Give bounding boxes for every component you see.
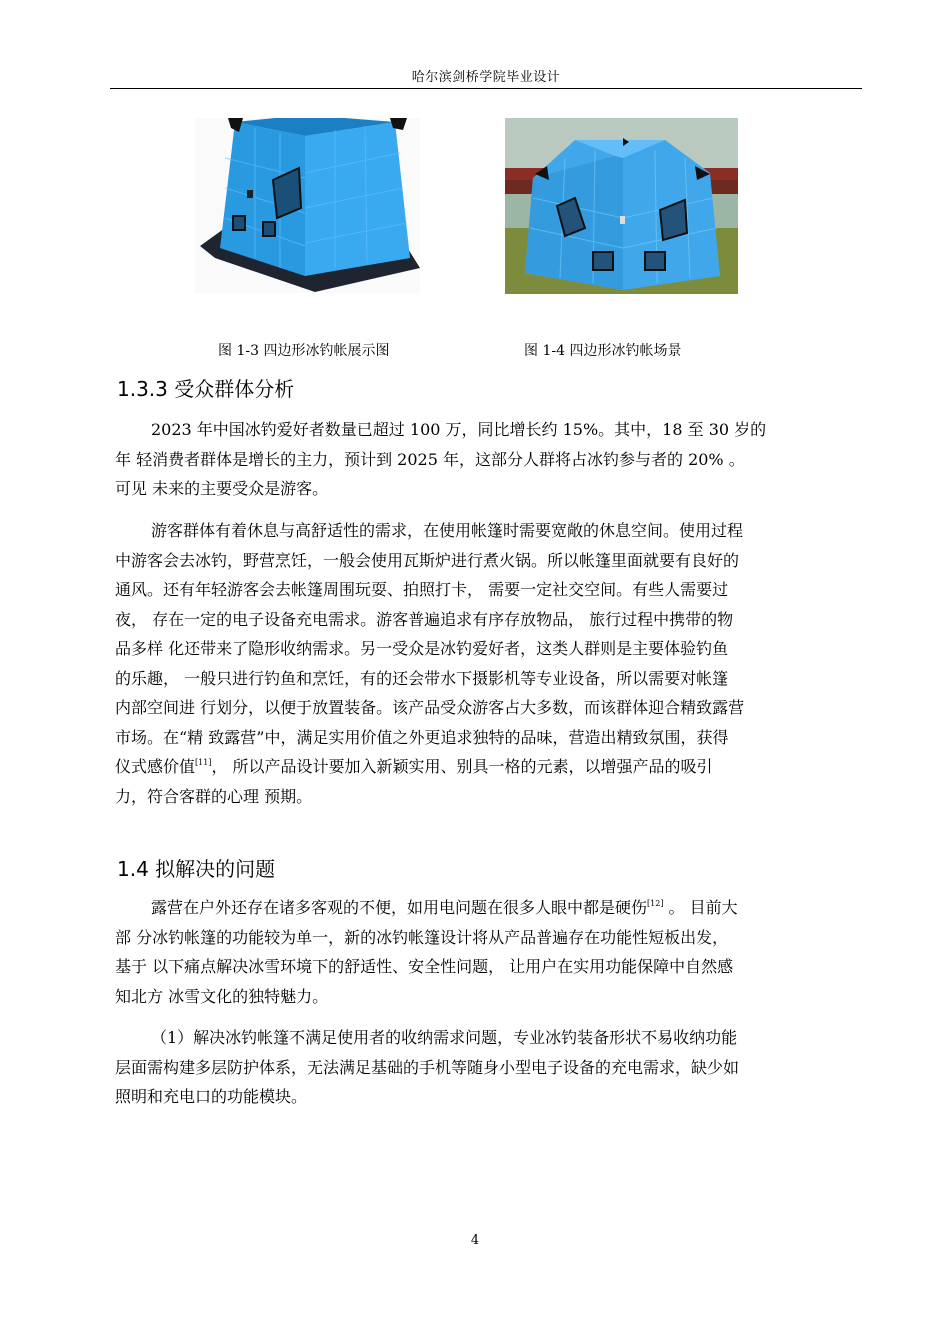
text-line: 品多样 化还带来了隐形收纳需求。另一受众是冰钓爱好者，这类人群则是主要体验钓鱼 bbox=[115, 639, 729, 658]
paragraph-audience-stats bbox=[115, 415, 863, 504]
text-line: 夜， 存在一定的电子设备充电需求。游客普遍追求有序存放物品， 旅行过程中携带的物 bbox=[115, 609, 734, 629]
text-line: 层面需构建多层防护体系，无法满足基础的手机等随身小型电子设备的充电需求，缺少如 bbox=[115, 1057, 740, 1077]
citation-12: [12] bbox=[647, 899, 664, 908]
text-line: 基于 以下痛点解决冰雪环境下的舒适性、安全性问题， 让用户在实用功能保障中自然感 bbox=[115, 957, 734, 976]
text-line: 照明和充电口的功能模块。 bbox=[115, 1087, 308, 1106]
text-line bbox=[115, 893, 863, 923]
text-fragment: 。 目前大 bbox=[663, 898, 738, 917]
text-fragment: 露营在户外还存在诸多客观的不便，如用电问题在很多人眼中都是硬伤 bbox=[151, 898, 648, 917]
text-line: 部 分冰钓帐篷的功能较为单一，新的冰钓帐篷设计将从产品普遍存在功能性短板出发， bbox=[115, 927, 729, 947]
tent-outdoor-photo bbox=[505, 118, 738, 294]
running-header: 哈尔滨剑桥学院毕业设计 bbox=[411, 70, 561, 85]
text-line: 游客群体有着休息与高舒适性的需求，在使用帐篷时需要宽敞的休息空间。使用过程 bbox=[151, 521, 744, 540]
page-number: 4 bbox=[470, 1233, 480, 1248]
text-line: 通风。还有年轻游客会去帐篷周围玩耍、拍照打卡， 需要一定社交空间。有些人需要过 bbox=[115, 580, 729, 599]
figure-1-3-image bbox=[195, 118, 420, 293]
header-rule bbox=[110, 88, 862, 89]
figure-1-4-image bbox=[505, 118, 738, 294]
text-line: 年 轻消费者群体是增长的主力，预计到 2025 年，这部分人群将占冰钓参与者的 20% 。 bbox=[115, 449, 745, 469]
text-fragment: 仪式感价值 bbox=[115, 757, 196, 776]
text-fragment: ， 所以产品设计要加入新颖实用、别具一格的元素，以增强产品的吸引 bbox=[211, 757, 713, 776]
text-line: 可见 未来的主要受众是游客。 bbox=[115, 479, 329, 498]
figure-1-4-caption: 图 1-4 四边形冰钓帐场景 bbox=[524, 343, 682, 359]
tent-studio-illustration bbox=[195, 118, 420, 293]
text-line: 中游客会去冰钓，野营烹饪，一般会使用瓦斯炉进行煮火锅。所以帐篷里面就要有良好的 bbox=[115, 550, 740, 570]
text-line: 力，符合客群的心理 预期。 bbox=[115, 786, 313, 806]
section-heading-1-4: 1.4 拟解决的问题 bbox=[117, 857, 276, 881]
text-line: （1）解决冰钓帐篷不满足使用者的收纳需求问题，专业冰钓装备形状不易收纳功能 bbox=[151, 1028, 738, 1047]
text-line: 的乐趣， 一般只进行钓鱼和烹饪，有的还会带水下摄影机等专业设备，所以需要对帐篷 bbox=[115, 668, 729, 688]
text-line: 2023 年中国冰钓爱好者数量已超过 100 万，同比增长约 15%。其中，18 至 30 岁的 bbox=[151, 420, 767, 439]
text-line bbox=[115, 752, 863, 782]
text-line: 内部空间进 行划分，以便于放置装备。该产品受众游客占大多数，而该群体迎合精致露营 bbox=[115, 698, 745, 717]
paragraph-problem-intro bbox=[115, 893, 863, 1011]
text-line: 知北方 冰雪文化的独特魅力。 bbox=[115, 986, 329, 1006]
text-line: 市场。在“精 致露营”中，满足实用价值之外更追求独特的品味，营造出精致氛围，获得 bbox=[115, 727, 729, 747]
paragraph-problem-1 bbox=[115, 1023, 863, 1112]
section-heading-1-3-3: 1.3.3 受众群体分析 bbox=[117, 377, 295, 401]
figure-1-3-caption: 图 1-3 四边形冰钓帐展示图 bbox=[218, 343, 390, 359]
citation-11: [11] bbox=[195, 758, 212, 767]
paragraph-audience-needs bbox=[115, 516, 863, 811]
